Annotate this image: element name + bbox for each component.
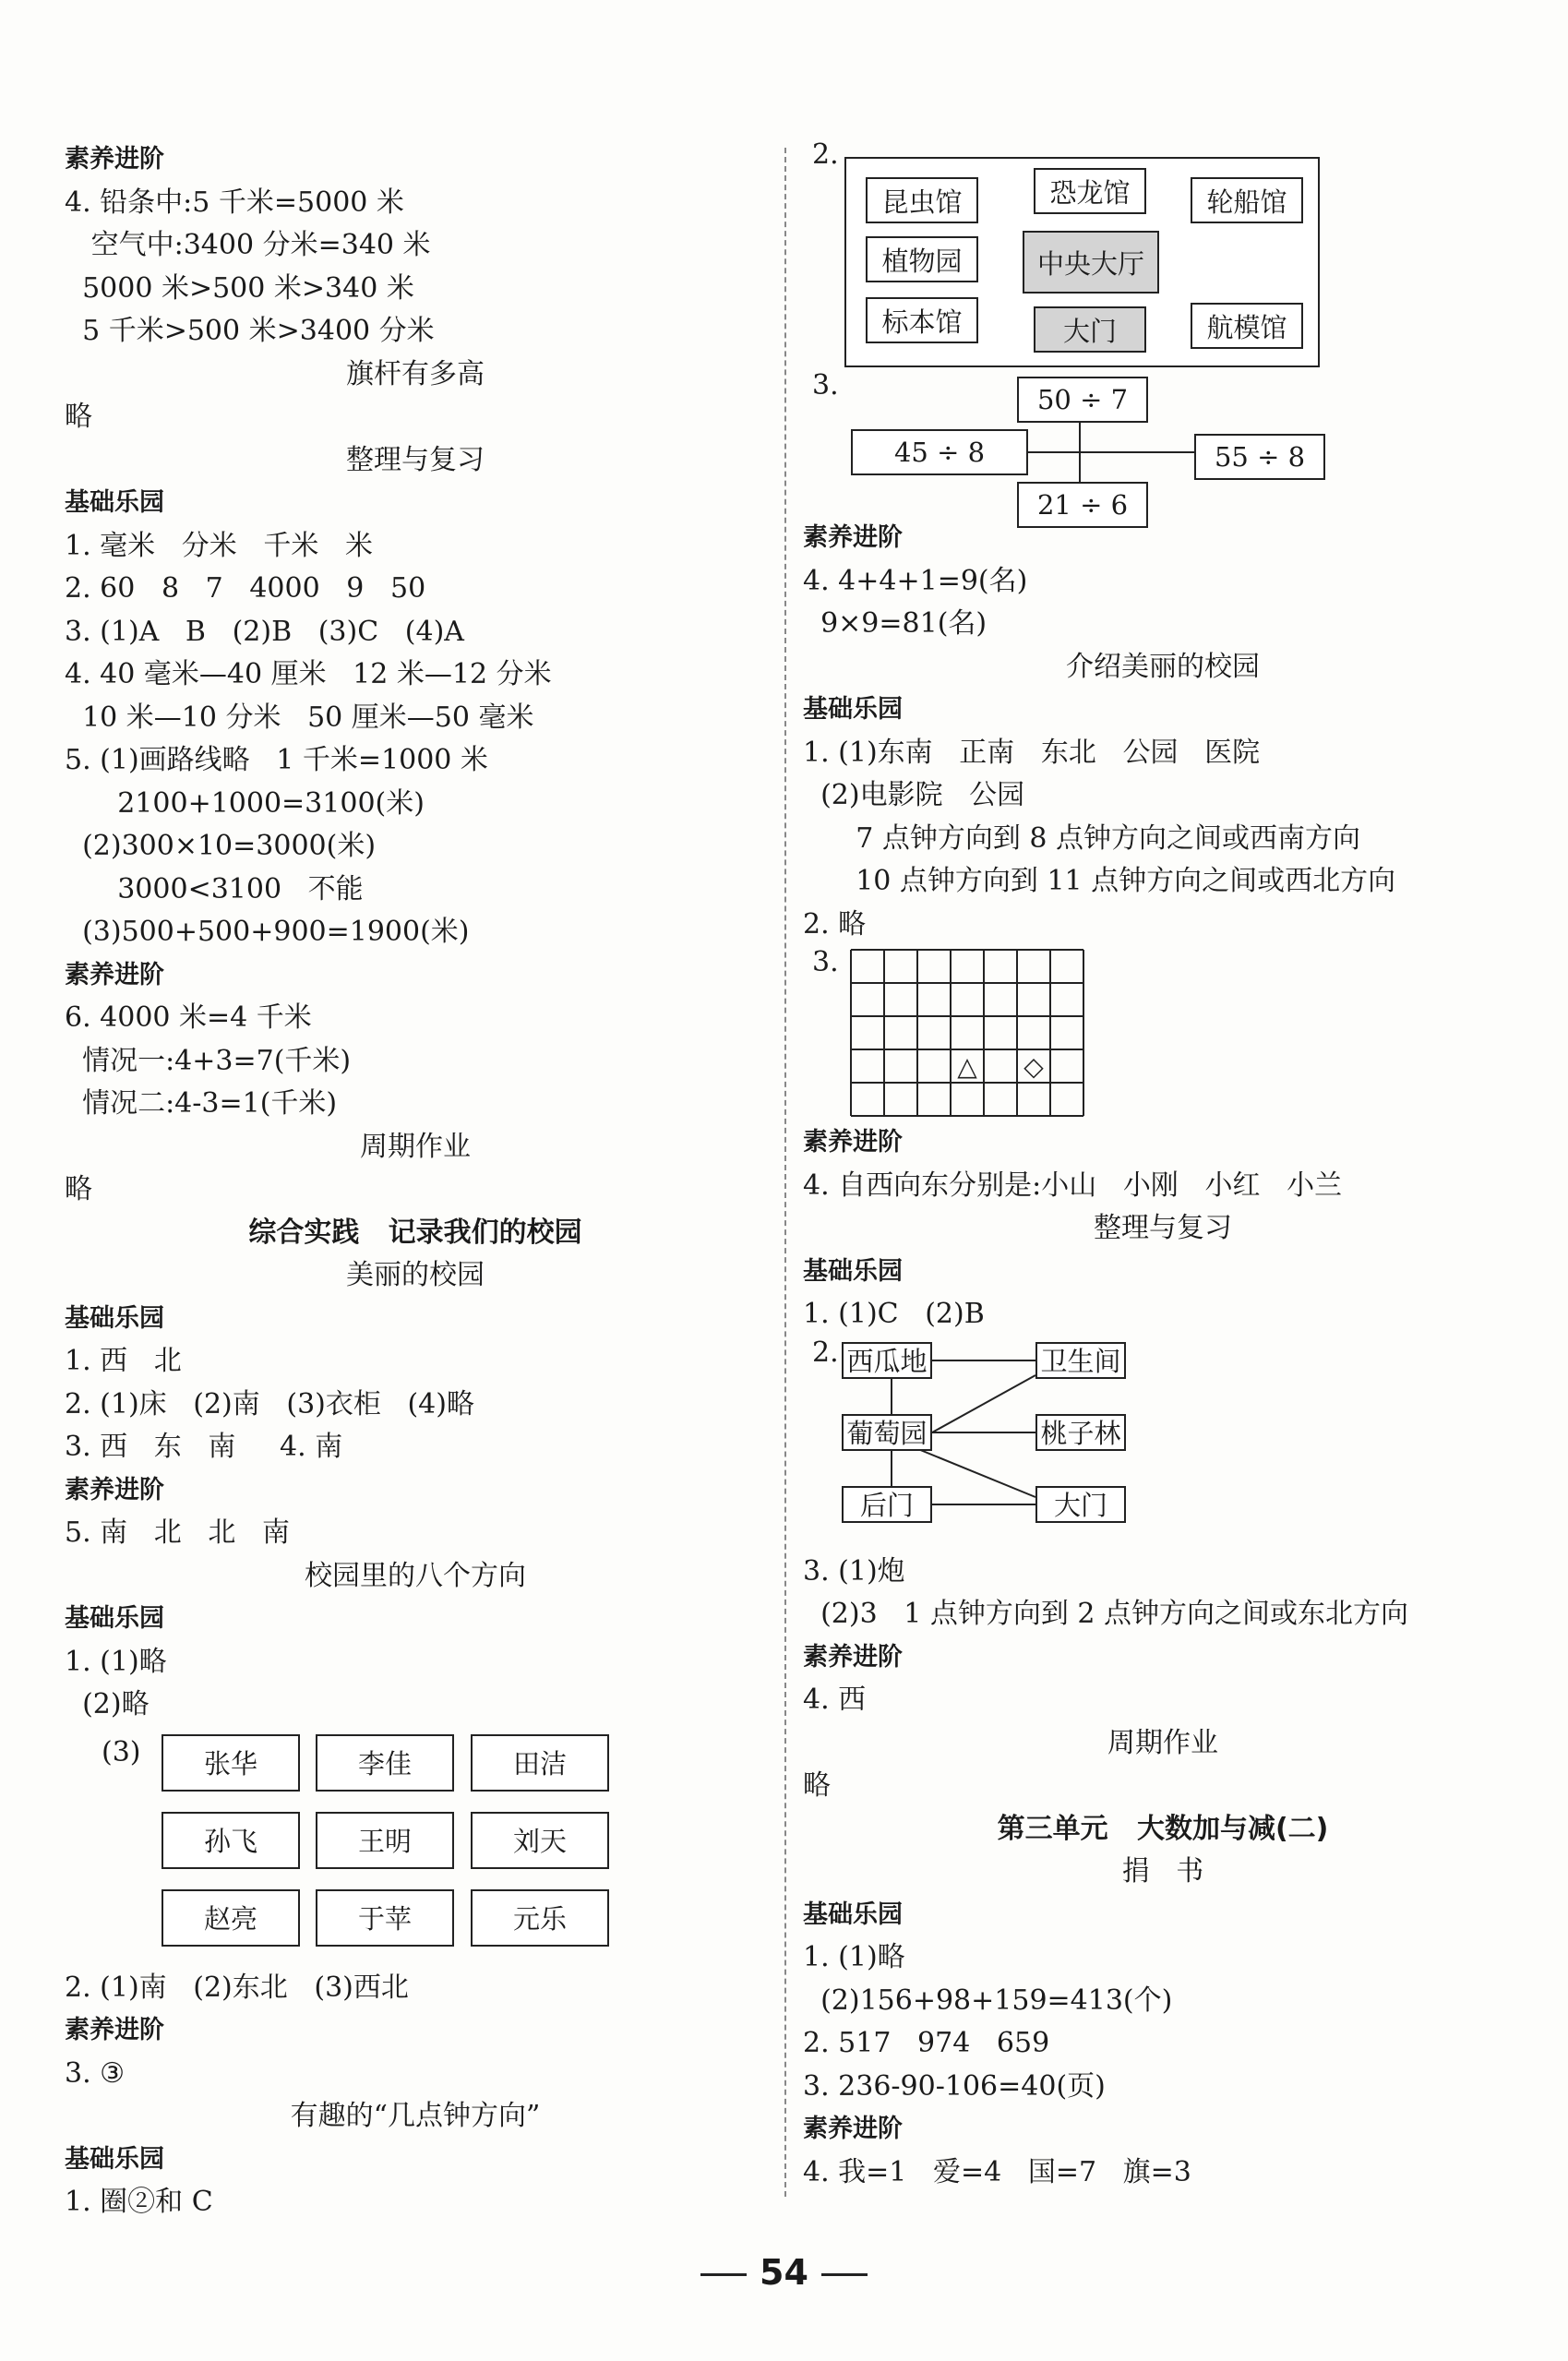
item-number: (3) [102,1735,141,1768]
route-node: 葡萄园 [842,1414,932,1451]
item-number: 2. [812,1336,839,1369]
answer-line: 空气中:3400 分米=340 米 [65,229,431,261]
subsection-title: 有趣的“几点钟方向” [290,2100,541,2132]
subsection-title: 整理与复习 [1094,1212,1232,1244]
column-divider [784,148,786,2197]
name-cell: 刘天 [471,1812,609,1869]
section-heading: 基础乐园 [65,2144,164,2174]
subsection-title: 旗杆有多高 [346,357,485,390]
map-cell: 昆虫馆 [866,177,978,223]
map-cell: 植物园 [866,236,978,282]
subsection-title: 美丽的校园 [346,1259,485,1291]
name-cell: 李佳 [316,1734,454,1792]
answer-line: 情况二:4-3=1(千米) [65,1087,338,1120]
answer-line: 3000<3100 不能 [65,872,364,905]
dash-right [821,2273,868,2276]
answer-line: 1. 圈②和 C [65,2186,213,2218]
section-heading: 素养进阶 [65,2016,164,2044]
map-cell-hall: 中央大厅 [1023,231,1159,294]
route-node: 桃子林 [1035,1414,1126,1451]
section-heading: 素养进阶 [65,145,164,174]
subsection-title: 介绍美丽的校园 [1066,650,1260,683]
expr-box: 50 ÷ 7 [1017,377,1148,423]
answer-line: 5. 南 北 北 南 [65,1516,290,1549]
answer-line: (2)电影院 公园 [803,779,1025,811]
section-heading: 素养进阶 [65,1475,164,1504]
section-heading: 素养进阶 [803,2115,903,2143]
section-heading: 基础乐园 [65,1303,164,1333]
grid-svg [849,948,1126,1123]
page-number: 54 [760,2252,808,2293]
map-cell: 恐龙馆 [1034,168,1146,214]
answer-line: 略 [65,1173,92,1205]
answer-line: 1. (1)东南 正南 东北 公园 医院 [803,736,1261,769]
answer-line: 2. 略 [803,907,867,941]
answer-line: (2)300×10=3000(米) [65,830,377,862]
answer-line: 7 点钟方向到 8 点钟方向之间或西南方向 [803,821,1360,855]
answer-line: 1. 西 北 [65,1345,182,1377]
section-heading: 基础乐园 [65,1604,164,1633]
answer-line: 4. 自西向东分别是:小山 小刚 小红 小兰 [803,1169,1343,1202]
name-cell: 元乐 [471,1889,609,1947]
answer-line: 1. 毫米 分米 千米 米 [65,529,373,562]
answer-line: 4. 我=1 爱=4 国=7 旗=3 [803,2155,1191,2188]
section-heading: 基础乐园 [803,695,903,724]
name-cell: 孙飞 [162,1812,300,1869]
section-heading: 基础乐园 [803,1256,903,1286]
item-number: 3. [812,369,839,401]
item-number: 3. [812,946,839,978]
subsection-title: 捐 书 [1121,1855,1204,1888]
answer-line: 9×9=81(名) [803,607,987,640]
answer-line: 3. (1)A B (2)B (3)C (4)A [65,615,464,648]
route-diagram [803,1336,1523,1551]
answer-line: 2. 60 8 7 4000 9 50 [65,572,426,605]
name-cell: 王明 [316,1812,454,1869]
answer-line: 4. 西 [803,1684,867,1716]
answer-line: 1. (1)C (2)B [803,1298,985,1330]
section-heading: 素养进阶 [65,960,164,989]
answer-line: 4. 铅条中:5 千米=5000 米 [65,186,404,219]
unit-title: 第三单元 大数加与减(二) [997,1812,1329,1845]
answer-line: 情况一:4+3=7(千米) [65,1044,352,1077]
left-column [65,138,766,2224]
answer-line: 3. 西 东 南 4. 南 [65,1431,343,1463]
answer-line: 5 千米>500 米>3400 分米 [65,315,435,347]
answer-line: 1. (1)略 [803,1941,905,1973]
unit-title: 综合实践 记录我们的校园 [248,1216,582,1249]
answer-line: 3. ③ [65,2056,126,2090]
route-node: 后门 [842,1486,932,1523]
name-cell: 于苹 [316,1889,454,1947]
map-cell: 轮船馆 [1191,177,1303,223]
subsection-title: 周期作业 [1107,1726,1218,1759]
route-line [932,1375,1035,1432]
subsection-title: 周期作业 [360,1130,471,1163]
route-node: 卫生间 [1035,1342,1126,1379]
triangle-mark: △ [957,1051,977,1082]
expr-box: 55 ÷ 8 [1194,434,1325,480]
expr-box: 45 ÷ 8 [851,429,1028,475]
division-diagram [803,369,1523,521]
answer-line: 1. (1)略 [65,1645,167,1678]
section-heading: 素养进阶 [803,523,903,552]
answer-line: (2)156+98+159=413(个) [803,1983,1173,2017]
route-node: 大门 [1035,1486,1126,1523]
answer-line: 2. 517 974 659 [803,2027,1050,2059]
section-heading: 基础乐园 [65,488,164,517]
answer-line: 略 [65,401,92,433]
subsection-title: 校园里的八个方向 [305,1559,526,1592]
answer-line: 3. 236-90-106=40(页) [803,2069,1106,2103]
answer-line: 2. (1)床 (2)南 (3)衣柜 (4)略 [65,1387,474,1420]
item-number: 2. [812,138,839,171]
map-cell-gate: 大门 [1034,306,1146,353]
name-cell: 田洁 [471,1734,609,1792]
name-cell: 赵亮 [162,1889,300,1947]
answer-line: 4. 40 毫米—40 厘米 12 米—12 分米 [65,658,552,690]
section-heading: 素养进阶 [803,1642,903,1672]
subsection-title: 整理与复习 [346,443,485,476]
map-cell: 标本馆 [866,297,978,343]
section-heading: 素养进阶 [803,1128,903,1157]
name-cell: 张华 [162,1734,300,1792]
answer-line: 10 点钟方向到 11 点钟方向之间或西北方向 [803,865,1396,897]
museum-map [803,138,1523,369]
route-node: 西瓜地 [842,1342,932,1379]
square-grid [803,946,1523,1121]
diamond-mark: ◇ [1023,1051,1044,1082]
dash-left [700,2273,747,2276]
answer-line: 4. 4+4+1=9(名) [803,564,1028,597]
answer-line: 10 米—10 分米 50 厘米—50 毫米 [65,701,534,734]
right-column [803,138,1523,2194]
answer-line: 2. (1)南 (2)东北 (3)西北 [65,1971,409,2004]
answer-line: 5000 米>500 米>340 米 [65,271,414,305]
map-cell: 航模馆 [1191,303,1303,349]
answer-line: 略 [803,1769,831,1802]
name-seating-grid [65,1727,766,1967]
page-number-footer [0,2252,1568,2293]
section-heading: 基础乐园 [803,1900,903,1929]
answer-line: (2)略 [65,1688,150,1720]
answer-line: 5. (1)画路线略 1 千米=1000 米 [65,744,488,776]
answer-line: 6. 4000 米=4 千米 [65,1001,312,1034]
answer-line: 3. (1)炮 [803,1554,905,1588]
answer-line: (3)500+500+900=1900(米) [65,916,470,948]
answer-line: 2100+1000=3100(米) [65,786,425,820]
expr-box: 21 ÷ 6 [1017,482,1148,528]
answer-line: (2)3 1 点钟方向到 2 点钟方向之间或东北方向 [803,1598,1409,1630]
